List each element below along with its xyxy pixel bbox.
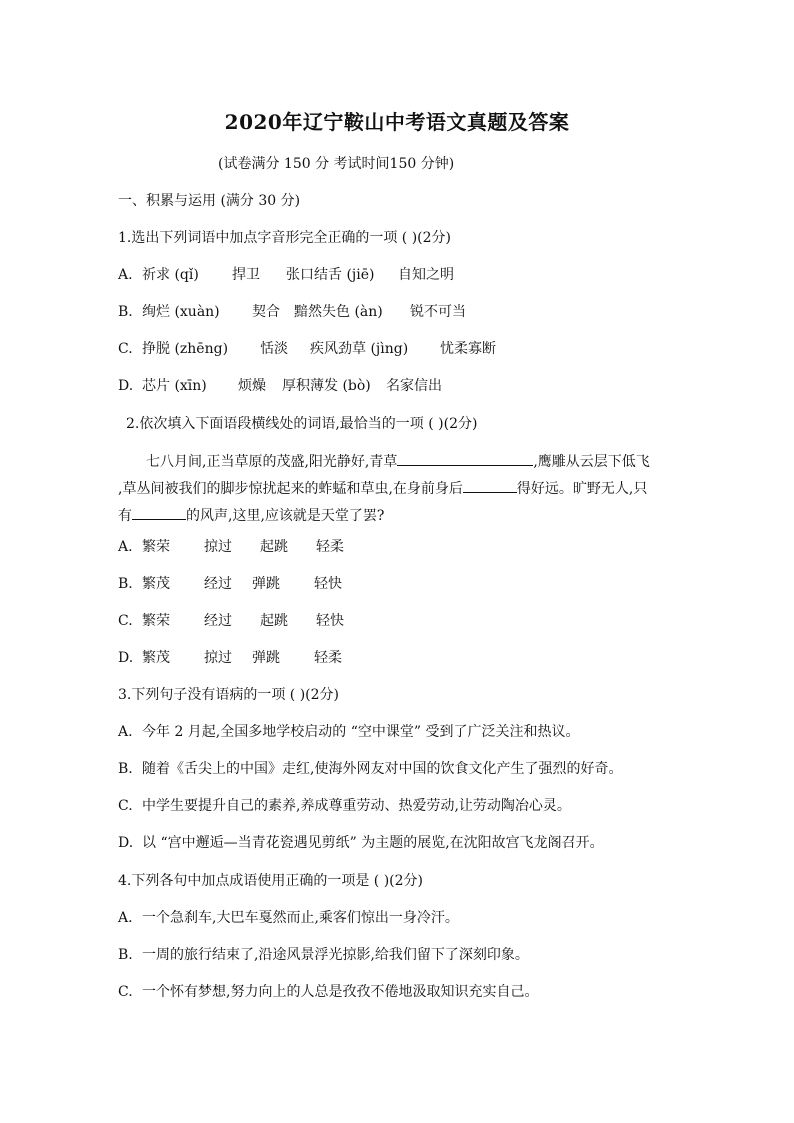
q1-option-b: B. 绚烂 (xuàn) 契合 黯然失色 (àn) 锐不可当: [118, 304, 466, 320]
q3-option-a: A. 今年 2 月起,全国多地学校启动的 “空中课堂” 受到了广泛关注和热议。: [118, 724, 580, 740]
fill-blank: [132, 503, 186, 520]
page-title: 2020年辽宁鞍山中考语文真题及答案: [224, 110, 570, 134]
question-3-stem: 3.下列句子没有语病的一项 ( )(2分): [118, 687, 340, 703]
q4-option-b: B. 一周的旅行结束了,沿途风景浮光掠影,给我们留下了深刻印象。: [118, 947, 529, 963]
q4-option-a: A. 一个急刹车,大巴车戛然而止,乘客们惊出一身冷汗。: [118, 910, 459, 926]
exam-info: (试卷满分 150 分 考试时间150 分钟): [218, 156, 455, 172]
q2-option-c: C. 繁荣 经过 起跳 轻快: [118, 613, 344, 629]
q1-option-d: D. 芯片 (xīn) 烦燥 厚积薄发 (bò) 名家信出: [118, 378, 442, 394]
q3-option-d: D. 以 “宫中邂逅—当青花瓷遇见剪纸” 为主题的展览,在沈阳故宫飞龙阁召开。: [118, 835, 604, 851]
question-1-stem: 1.选出下列词语中加点字音形完全正确的一项 ( )(2分): [118, 230, 452, 246]
fill-blank: [463, 476, 517, 493]
q2-option-d: D. 繁茂 掠过 弹跳 轻柔: [118, 650, 342, 666]
question-2-stem: 2.依次填入下面语段横线处的词语,最恰当的一项 ( )(2分): [126, 416, 478, 432]
q3-option-b: B. 随着《舌尖上的中国》走红,使海外网友对中国的饮食文化产生了强烈的好奇。: [118, 761, 623, 777]
question-2-passage: 七八月间,正当草原的茂盛,阳光静好,青草 ,鹰雕从云层下低飞 ,草丛间被我们的脚步惊扰起来的蚱蜢和草虫,在身前身后 得好远。旷野无人,只 有 的风声,这里,应该就是天堂了罢?: [118, 449, 678, 530]
q3-option-c: C. 中学生要提升自己的素养,养成尊重劳动、热爱劳动,让劳动陶冶心灵。: [118, 798, 571, 814]
q1-option-a: A. 祈求 (qǐ) 捍卫 张口结舌 (jiē) 自知之明: [118, 267, 454, 283]
section-heading: 一、积累与运用 (满分 30 分): [118, 193, 301, 209]
q2-option-b: B. 繁茂 经过 弹跳 轻快: [118, 576, 342, 592]
q2-option-a: A. 繁荣 掠过 起跳 轻柔: [118, 539, 344, 555]
question-4-stem: 4.下列各句中加点成语使用正确的一项是 ( )(2分): [118, 873, 424, 889]
fill-blank: [397, 449, 533, 466]
q1-option-c: C. 挣脱 (zhēng) 恬淡 疾风劲草 (jìng) 忧柔寡断: [118, 341, 496, 357]
q4-option-c: C. 一个怀有梦想,努力向上的人总是孜孜不倦地汲取知识充实自己。: [118, 984, 539, 1000]
